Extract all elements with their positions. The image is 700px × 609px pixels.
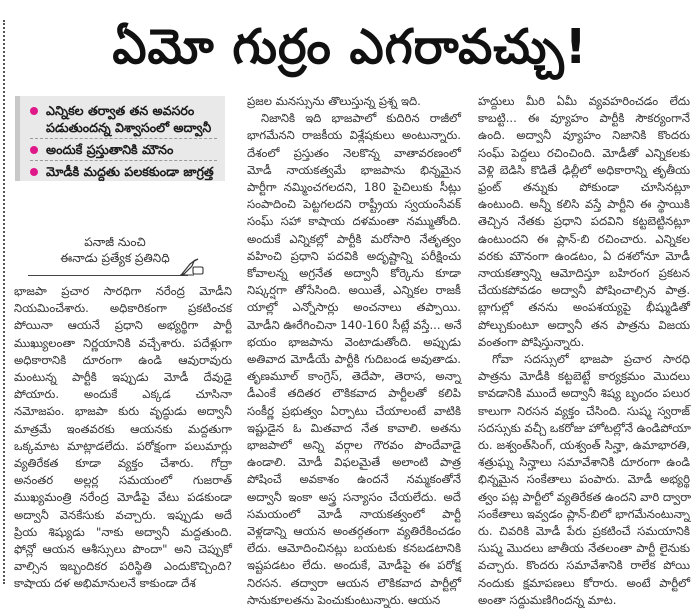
article-line: తృణమూల్ కాంగ్రెస్, తెదేపా, తెరాస, అన్నా (247, 369, 461, 384)
article-line: వచ్చారు. కొందరు సమావేశానికి రాలేక పోయి (478, 558, 690, 573)
article-line: సుష్మ మొదలు జాతీయ నేతలంతా పార్టీ లైనుకు (478, 541, 690, 556)
highlight-line: ఎన్నికల తర్వాత తన అవసరం (46, 103, 195, 118)
article-line: భాజపా ప్రచార సారధిగా నరేంద్ర మోడీని (14, 284, 232, 298)
article-line: పోషించే అవకాశం ఉందనే నమ్మకంతోనే (247, 472, 461, 487)
article-line: పోయినా ఆయనే ప్రధాని అభ్యర్థిగా పార్టీ (14, 318, 232, 333)
headline: ఏమో గుర్రం ఎగరావచ్చు! (112, 19, 588, 75)
article-line: రు. జశ్వంత్‌సింగ్, యశ్వంత్ సిన్హా, ఉమాభారతి, (478, 438, 690, 453)
article-line: అద్వానీ ఇంకా అస్త్ర సన్యాసం చేయలేదు. అదే (247, 489, 461, 504)
highlight-line: అందుకే ప్రస్తుతానికి మౌనం (46, 142, 174, 157)
article-line: త్వం పట్ల పార్టీలో వ్యతిరేకత ఉందని వారి ద్వారా (478, 489, 692, 504)
article-line: ఒక్కమాట మాట్లాడలేదు. పరోక్షంగా పలుమార్లు (14, 438, 232, 453)
article-line: మోడీని ఊరేగించినా 140-160 సీట్లే వస్తే... అనే (247, 317, 462, 332)
article-line: బ్లాగుల్లో తనను అంపశయ్యపై భీష్ముడితో (478, 300, 690, 315)
article-line: యాల్లో ఎన్నోసార్లు అంచనాలు తప్పాయి. (247, 300, 461, 315)
article-line: పార్టీగా నమ్మించగలదని, 180 పైచిలుకు సీట్లు (247, 180, 461, 195)
article-line: అందుకే ఎన్నికల్లో పార్టీకి మరోసారి నేతృత్వం (247, 231, 461, 246)
article-line: వరకు మౌనంగా ఉండటం, ఏ దశలోనూ మోడీ (478, 248, 690, 263)
article-line: నందుకు క్షమాపణలు కోరారు. అంటే పార్టీలో (478, 575, 690, 590)
article-line: వెళ్లి బెడిసి కొడితే ఢిల్లీలో అధికారాన్ని తృతీయ (478, 162, 690, 177)
article-line: సానుకూలతను పెంచుకుంటున్నారు. ఆయన (247, 592, 441, 607)
article-line: సంఘ్ పెద్దలు రచించింది. మోడీతో ఎన్నికలకు (478, 145, 690, 160)
byline-place: పనాజీ నుంచి (84, 235, 146, 249)
highlight-item (30, 100, 217, 138)
article-line: భాగమేనని రాజకీయ విశ్లేషకులు అంటున్నారు. (247, 128, 461, 143)
article-line: సంపాదించి పెట్టగలదని రాష్ట్రీయ స్వయంసేవక్ (247, 197, 461, 212)
article-line: వాల్సిన ఇబ్బందికర పరిస్థితి ఎందుకొచ్చింది? (14, 559, 232, 574)
article-line: దేశంలో ప్రస్తుతం నెలకొన్న వాతావరణంలో (247, 145, 461, 160)
article-line: సదస్సుకు వచ్చీ ఒకరోజు హోటల్లోనే ఉండిపోయా (478, 420, 691, 435)
article-line: కోవాలన్న అగ్రనేత అద్వానీ కోర్కెను కూడా (247, 266, 461, 281)
byline (30, 234, 200, 266)
article-line: సంకీర్ణ ప్రభుత్వం ఏర్పాటు చేయాలంటే వాటికి (247, 403, 461, 418)
article-column-1 (14, 283, 232, 593)
pen-writing-icon (180, 258, 206, 276)
article-line: ఉండాలి. మోడీ విఫలమైతే అలాంటి పాత్ర (247, 455, 461, 470)
article-line: వహించి ప్రధాని పదవికి అదృష్టాన్ని పరీక్షించు (247, 248, 461, 263)
article-column-2 (247, 93, 461, 609)
article-line: భిన్నమైన సంకేతాలు పంపారు. మోడీ అభ్యర్థి (478, 472, 690, 487)
highlight-line: పడుతుందన్న విశ్వాసంలో అద్వానీ (46, 120, 212, 135)
article-line: మోడీ నాయకత్వమే భాజపాను భిన్నమైన (247, 162, 461, 177)
article-line: ప్రజల మనస్సును తొలుస్తున్న ప్రశ్న ఇది. (247, 94, 421, 108)
article-line: పోయారు. అందుకే ఎక్కడ చూసినా (14, 387, 232, 402)
highlights-box (15, 96, 225, 181)
article-line: డీఎంకే తదితర లౌకికవాద పార్టీలతో కలిపి (247, 386, 461, 401)
bullet-icon (30, 146, 38, 154)
article-line: కాబట్టి... ఈ వ్యూహం పార్టీకి సౌకర్యంగానే (478, 111, 690, 126)
article-column-3 (478, 93, 690, 609)
article-line: ఫోన్లో ఆయన ఆశీస్సులు పొందా" అని చెప్పుకో (14, 542, 232, 557)
dotted-left-border (3, 20, 5, 584)
article-line: నాయకత్వాన్ని ఆమోదిస్తూ బహిరంగ ప్రకటన (478, 266, 690, 281)
bullet-icon (30, 168, 38, 176)
article-line: ముఖ్యులంతా నిర్ణయానికి వచ్చేశారు. పదేళ్లుగా (14, 335, 232, 350)
article-line: అతివాద మోడీయే పార్టీకి గుదిబండ అవుతాడు. (247, 352, 461, 367)
highlight-line: మోడీకి మద్దతు పలకకుండా జాగ్రత్త (46, 164, 214, 179)
article-line: మంటున్న పార్టీకి ఇప్పుడు మోడీ దేవుడై (14, 370, 232, 385)
article-line: లేదు. ఆమోదించినట్లు బయటకు కనబడటానికి (247, 541, 461, 556)
article-line: కావడానికి ముందే అద్వానీ శిష్య బృందం పలుర (478, 386, 690, 401)
article-line: కాలుగా నిరసన వ్యక్తం చేసింది. సుష్మ స్వరాజ్ (478, 403, 690, 418)
article-line: ఇష్టుడైన ఓ మితవాద నేత కావాలి. అతను (247, 420, 461, 435)
article-line: భాజపాలో అన్ని వర్గాల గౌరవం పొందేవాడై (247, 438, 461, 453)
bullet-icon (30, 107, 38, 115)
article-line: చేయకపోవడం అద్వానీ పోషించాల్సిన పాత్ర. (478, 283, 690, 298)
highlight-item (30, 138, 217, 160)
article-line: నిజానికి ఇది భాజపాలో కుదిరిన రాజీలో (261, 111, 461, 126)
article-line: రు. చివరికి మోడీ పేరు ప్రకటించే సమయానికి (478, 524, 690, 539)
article-line: భయం భాజపాను వెంటాడుతోంది. అప్పుడు (247, 334, 461, 349)
highlight-item (30, 160, 217, 182)
article-line: అద్వానీ వెనకేసుకు వచ్చారు. ఇప్పుడు అదే (14, 507, 232, 522)
article-line: హద్దులు మీరి ఏమీ వ్యవహరించడం లేదు (478, 94, 690, 108)
article-line: ఉంది. అద్వానీ వ్యూహం నిజానికి కొందరు (478, 128, 690, 143)
article-line: సంకేతాలు ఇవ్వడం ప్లాన్-బిలో భాగమేనంటున్నా (478, 506, 690, 521)
article-line: నిష్కర్షగా తోసేసింది. అయితే, ఎన్నికల రాజకీ (247, 283, 461, 298)
article-line: ఇష్టపడటం లేదు. అందుకే, మోడీపై ఈ పరోక్ష (247, 558, 461, 573)
article-line: ప్రియ శిష్యుడు "నాకు అద్వానీ మద్దతుంది. (14, 524, 232, 539)
article-line: వ్యతిరేకత కూడా వ్యక్తం చేశారు. గోద్రా (14, 456, 232, 471)
article-line: ఫ్రంట్ తన్నుకు పోకుండా చూసినట్లూ (478, 180, 690, 195)
article-line: నియమించేశారు. అధికారికంగా ప్రకటించక (14, 301, 232, 316)
article-line: అనంతర అల్లర్ల సమయంలో గుజరాత్ (14, 473, 232, 488)
article-line: వంతంగా పోషిస్తున్నారు. (478, 334, 585, 349)
article-line: ముఖ్యమంత్రి నరేంద్ర మోడీపై వేటు పడకుండా (14, 490, 232, 505)
article-line: వెళ్లడాన్ని ఆయన అంతర్గతంగా వ్యతిరేకించడం (247, 524, 461, 539)
article-line: అధికారానికి దూరంగా ఉండి ఆవురావురు (14, 352, 232, 367)
article-line: కాషాయ దళ అభిమానులనే కాకుండా దేశ (14, 576, 196, 591)
article-line: శత్రుఘ్న సిన్హాలు సమావేశానికి దూరంగా ఉండి (478, 455, 690, 470)
article-line: నమోజపం. భాజపా కురు వృద్ధుడు అద్వానీ (14, 404, 232, 419)
article-line: నిరసన. తద్వారా ఆయన లౌకికవాద పార్టీల్లో (247, 575, 461, 590)
article-line: గోవా సదస్సులో భాజపా ప్రచార సారధి (492, 352, 690, 367)
byline-rule (28, 275, 188, 276)
article-line: ఉంటుందని ఈ ప్లాన్-బి రచించారు. ఎన్నికల (478, 231, 690, 246)
article-line: తెచ్చిన నేతకు ప్రధాని పదవిని కట్టబెట్టినట్లూ (478, 214, 690, 229)
article-line: ఉంటుంది. అన్నీ కలిసి వస్తే పార్టీని ఈ స్థాయికి (478, 197, 690, 212)
article-line: అంతా సద్దుమణిగిందన్న మాట. (478, 592, 617, 607)
byline-reporter: ఈనాడు ప్రత్యేక ప్రతినిధి (60, 251, 170, 265)
article-line: మాత్రమే ఇంతవరకు ఆయనకు మద్దతుగా (14, 421, 232, 436)
article-line: సంఘ్ సహా కాషాయ దళమంతా నమ్ముతోంది. (247, 214, 461, 229)
article-line: పాత్రను మోడీకి కట్టబెట్టే కార్యక్రమం మొదలు (478, 369, 690, 384)
article-line: సమయంలో మోడీ నాయకత్వంలో పార్టీ (247, 506, 461, 521)
article-line: పోల్చుకుంటూ అద్వానీ తన పాత్రను విజయ (478, 317, 690, 332)
